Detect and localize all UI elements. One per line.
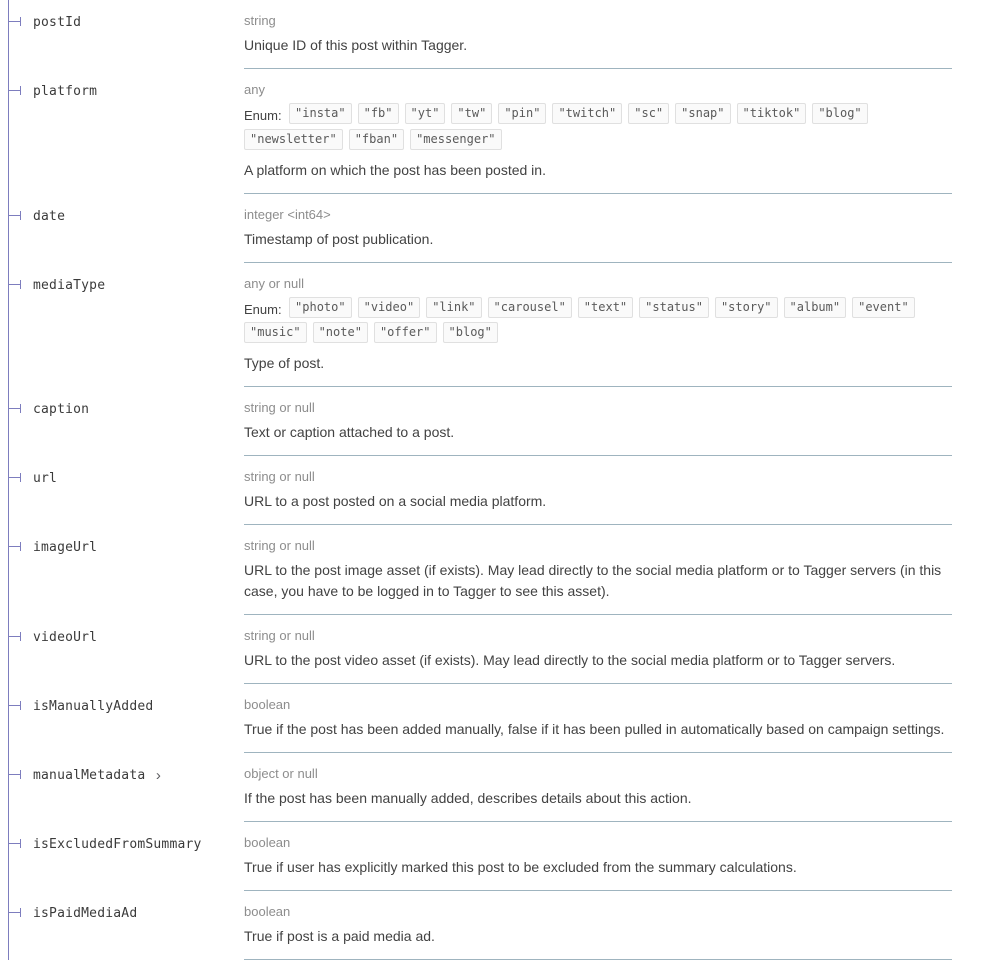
field-type: string or null: [244, 469, 315, 485]
enum-value-chip: "insta": [289, 103, 352, 124]
field-name: date: [33, 208, 66, 224]
field-name: isPaidMediaAd: [33, 906, 138, 922]
enum-value-chip: "tw": [451, 103, 492, 124]
field-details-cell: [244, 525, 952, 615]
field-details-cell: [244, 684, 952, 753]
field-type: object or null: [244, 766, 318, 782]
field-description: If the post has been manually added, describes details about this action.: [244, 790, 692, 807]
field-name-cell: [0, 194, 244, 263]
field-row: [0, 822, 982, 891]
field-description: True if the post has been added manually, false if it has been pulled in automatically based on campaign settings.: [244, 721, 945, 738]
field-type: any: [244, 82, 265, 97]
field-row: [0, 615, 982, 684]
field-details-cell: [244, 69, 952, 194]
enum-value-chip: "note": [313, 322, 368, 343]
field-type: any or null: [244, 275, 304, 291]
enum-value-chip: "music": [244, 322, 307, 343]
enum-value-chip: "newsletter": [244, 129, 343, 150]
field-details-cell: [244, 753, 952, 822]
field-row: [0, 69, 982, 194]
field-description: Text or caption attached to a post.: [244, 424, 455, 441]
field-details-cell: [244, 194, 952, 263]
field-name-cell: [0, 753, 244, 822]
enum-value-chip: "blog": [443, 322, 498, 343]
field-type: string or null: [244, 400, 315, 416]
field-name: isManuallyAdded: [33, 699, 154, 715]
field-name: postId: [33, 15, 82, 30]
field-description: A platform on which the post has been posted in.: [244, 161, 546, 178]
field-name: platform: [33, 84, 98, 99]
field-name: mediaType: [33, 277, 106, 293]
enum-value-chip: "carousel": [488, 297, 572, 318]
tree-connector-icon: [9, 90, 21, 91]
field-row: [0, 753, 982, 822]
tree-connector-icon: [9, 843, 21, 844]
enum-value-chip: "snap": [675, 103, 730, 124]
field-details-cell: [244, 387, 952, 456]
field-type: string: [244, 13, 276, 28]
field-name: caption: [33, 402, 90, 418]
field-details-cell: [244, 822, 952, 891]
enum-value-chip: "event": [852, 297, 915, 318]
field-name-cell: [0, 0, 244, 69]
field-name: url: [33, 471, 58, 487]
tree-connector-icon: [9, 21, 21, 22]
field-description: True if post is a paid media ad.: [244, 928, 435, 945]
tree-connector-icon: [9, 636, 21, 637]
enum-value-chip: "fban": [349, 129, 404, 150]
enum-value-chip: "link": [426, 297, 481, 318]
field-name-cell: [0, 525, 244, 615]
field-row: [0, 194, 982, 263]
enum-value-chip: "yt": [405, 103, 446, 124]
field-type: string or null: [244, 628, 315, 644]
enum-value-chip: "video": [358, 297, 421, 318]
enum-value-chip: "fb": [358, 103, 399, 124]
field-details-cell: [244, 263, 952, 388]
field-row: [0, 0, 982, 69]
field-description: True if user has explicitly marked this post to be excluded from the summary calculations.: [244, 859, 797, 876]
field-type: integer <int64>: [244, 206, 331, 222]
enum-value-chip: "offer": [374, 322, 437, 343]
field-description: URL to the post image asset (if exists). May lead directly to the social media platform or to Tagger servers (in this case, you have to be logged in to Tagger to see this asset).: [244, 562, 942, 600]
enum-value-chip: "tiktok": [737, 103, 807, 124]
field-row: [0, 387, 982, 456]
field-description: URL to a post posted on a social media platform.: [244, 493, 547, 510]
field-name: imageUrl: [33, 540, 98, 556]
field-name-cell: [0, 684, 244, 753]
tree-connector-icon: [9, 408, 21, 409]
field-name-cell: [0, 69, 244, 194]
field-details-cell: [244, 891, 952, 960]
field-type: boolean: [244, 835, 291, 851]
field-details-cell: [244, 0, 952, 69]
field-description: URL to the post video asset (if exists). May lead directly to the social media platform or to Tagger servers.: [244, 652, 896, 669]
tree-connector-icon: [9, 705, 21, 706]
field-details-cell: [244, 456, 952, 525]
tree-connector-icon: [9, 215, 21, 216]
tree-connector-icon: [9, 477, 21, 478]
enum-value-chip: "album": [784, 297, 847, 318]
field-type: boolean: [244, 904, 291, 920]
field-name-cell: [0, 456, 244, 525]
field-name-cell: [0, 891, 244, 960]
enum-value-chip: "twitch": [552, 103, 622, 124]
field-type: string or null: [244, 538, 315, 554]
field-name: isExcludedFromSummary: [33, 837, 202, 853]
enum-value-chip: "blog": [812, 103, 867, 124]
field-description: Type of post.: [244, 355, 325, 372]
tree-connector-icon: [9, 912, 21, 913]
field-name-cell: [0, 263, 244, 388]
field-row: [0, 456, 982, 525]
field-row: [0, 525, 982, 615]
tree-connector-icon: [9, 774, 21, 775]
enum-list: [244, 103, 952, 154]
enum-label: Enum:: [244, 301, 282, 317]
field-description: Unique ID of this post within Tagger.: [244, 37, 468, 53]
field-name-cell: [0, 615, 244, 684]
tree-connector-icon: [9, 284, 21, 285]
field-description: Timestamp of post publication.: [244, 230, 434, 247]
enum-value-chip: "photo": [289, 297, 352, 318]
field-name-cell: [0, 387, 244, 456]
enum-value-chip: "text": [578, 297, 633, 318]
enum-value-chip: "pin": [498, 103, 546, 124]
field-type: boolean: [244, 697, 291, 713]
field-name[interactable]: manualMetadata: [33, 768, 146, 784]
field-name: videoUrl: [33, 630, 98, 646]
tree-connector-icon: [9, 546, 21, 547]
field-details-cell: [244, 615, 952, 684]
enum-value-chip: "messenger": [410, 129, 501, 150]
enum-value-chip: "status": [639, 297, 709, 318]
enum-label: Enum:: [244, 108, 282, 123]
enum-value-chip: "sc": [628, 103, 669, 124]
field-row: [0, 891, 982, 960]
enum-value-chip: "story": [715, 297, 778, 318]
field-row: [0, 684, 982, 753]
chevron-right-icon[interactable]: ›: [155, 767, 161, 785]
enum-list: [244, 297, 952, 348]
field-name-cell: [0, 822, 244, 891]
field-row: [0, 263, 982, 388]
